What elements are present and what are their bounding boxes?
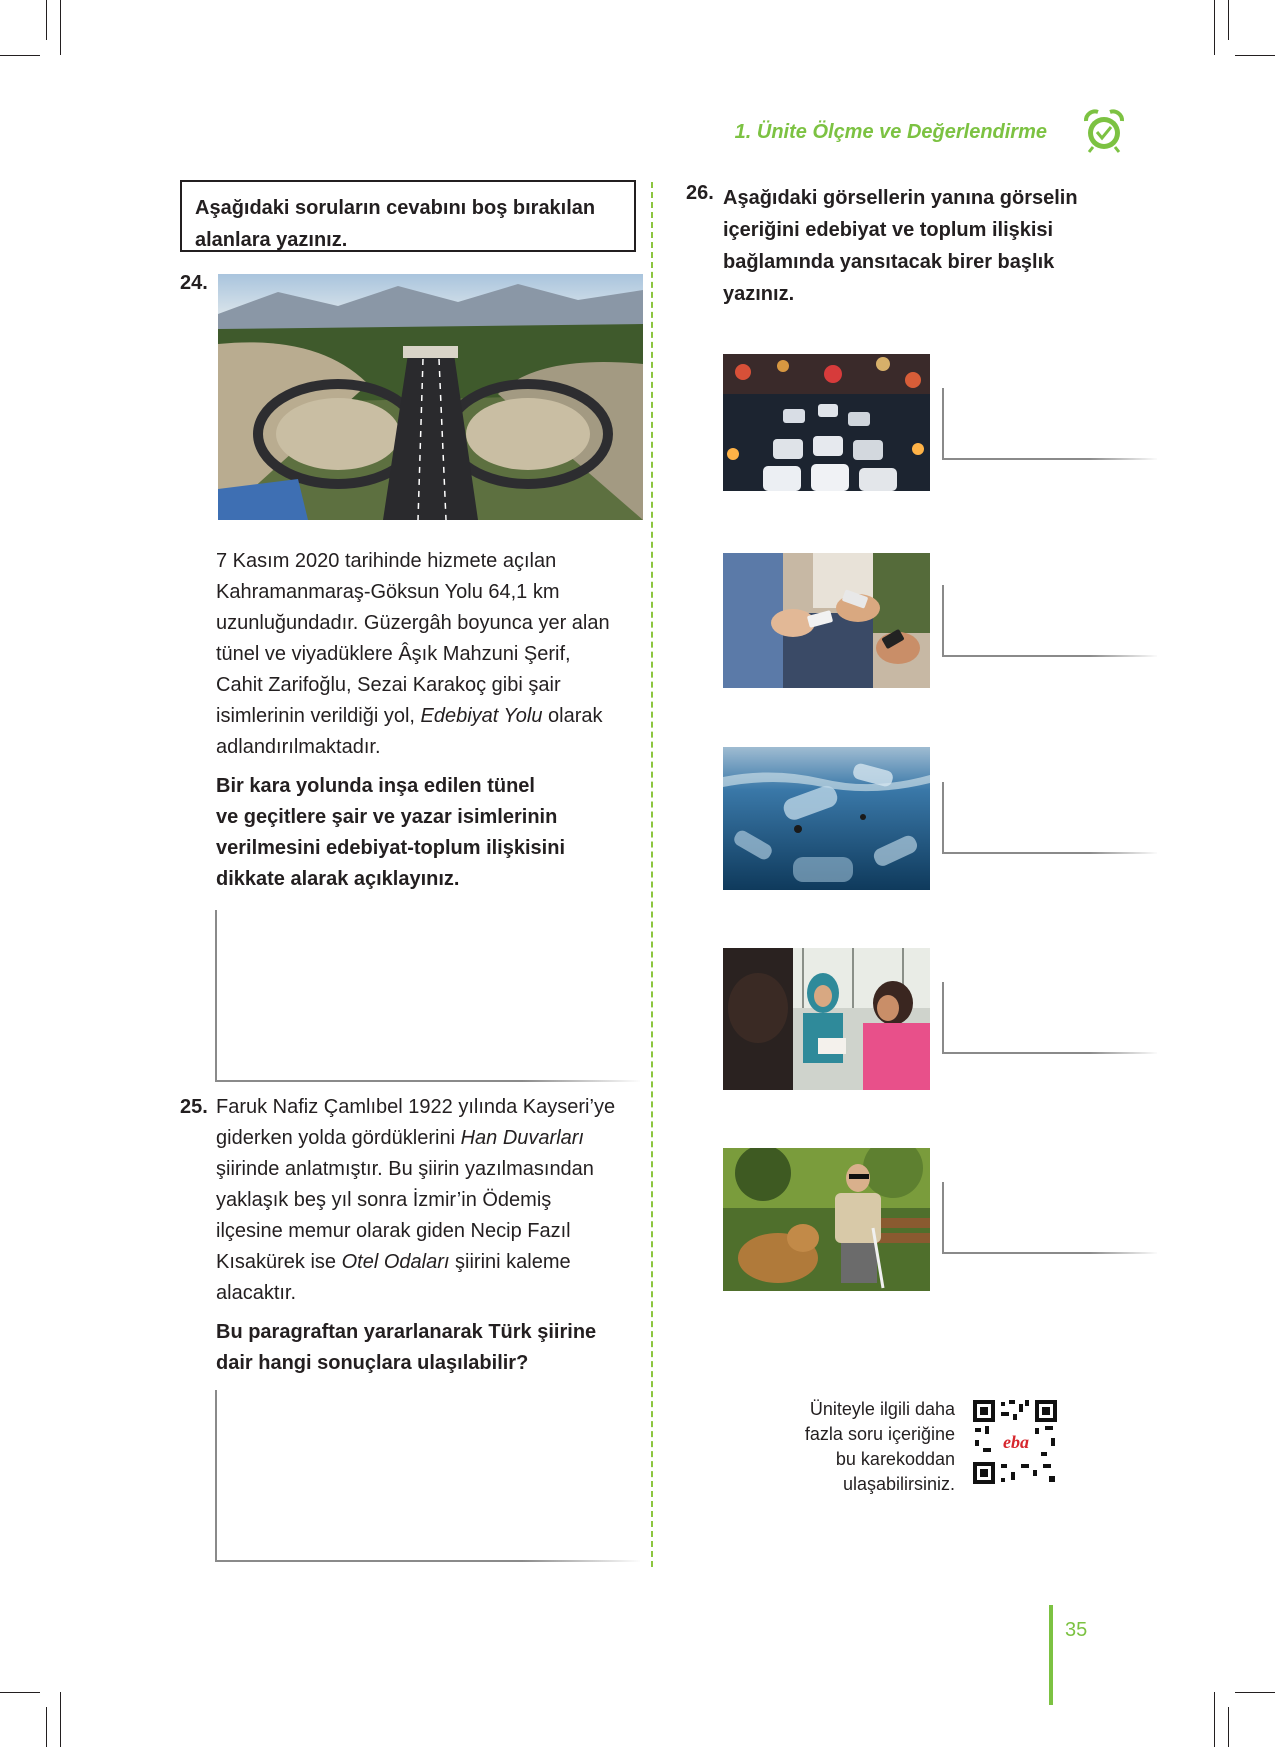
phones-in-hands-photo xyxy=(723,553,930,688)
q25-line xyxy=(216,1123,584,1154)
qr-caption-line: Üniteyle ilgili daha xyxy=(809,1399,955,1419)
alarm-clock-icon xyxy=(1080,107,1128,155)
q24-question-line: ve geçitlere şair ve yazar isimlerinin xyxy=(216,806,558,828)
q26-instruction xyxy=(723,182,1118,310)
q25-italic-title: Otel Odaları xyxy=(341,1251,450,1273)
q25-line: şiirinde anlatmıştır. Bu şiirin yazılmasından xyxy=(216,1158,594,1180)
q25-line: yaklaşık beş yıl sonra İzmir’in Ödemiş xyxy=(216,1189,552,1211)
q26-line: içeriğini edebiyat ve toplum ilişkisi xyxy=(723,219,1054,241)
q24-line: Cahit Zarifoğlu, Sezai Karakoç gibi şair xyxy=(216,674,561,696)
q25-question-line: Bu paragraftan yararlanarak Türk şiirine xyxy=(216,1321,597,1343)
q25-italic-title: Han Duvarları xyxy=(460,1127,584,1149)
q24-line xyxy=(216,701,603,732)
q26-answer-area-5[interactable] xyxy=(942,1182,1157,1254)
qr-code[interactable] xyxy=(971,1398,1059,1486)
q26-answer-area-1[interactable] xyxy=(942,388,1157,460)
q26-line: yazınız. xyxy=(723,283,795,305)
q25-line: Faruk Nafiz Çamlıbel 1922 yılında Kayseri’ye xyxy=(216,1096,616,1118)
q25-line: ilçesine memur olarak giden Necip Fazıl xyxy=(216,1220,571,1242)
q24-text: olarak xyxy=(548,705,603,727)
page-number-bar xyxy=(1049,1605,1053,1705)
q24-answer-area[interactable] xyxy=(215,910,640,1082)
question-number-24: 24. xyxy=(180,272,208,294)
q26-line: Aşağıdaki görsellerin yanına görselin xyxy=(723,187,1078,209)
eba-logo-text: eba xyxy=(1003,1432,1029,1452)
q25-question-line: dair hangi sonuçlara ulaşılabilir? xyxy=(216,1352,529,1374)
q25-line xyxy=(216,1247,571,1278)
question-number-25: 25. xyxy=(180,1096,208,1118)
instruction-box: Aşağıdaki soruların cevabını boş bırakılan alanlara yazınız. xyxy=(180,180,636,252)
q24-line: uzunluğundadır. Güzergâh boyunca yer alan xyxy=(216,612,610,634)
highway-tunnel-photo xyxy=(218,274,643,520)
q24-line: Kahramanmaraş-Göksun Yolu 64,1 km xyxy=(216,581,560,603)
q24-italic-title: Edebiyat Yolu xyxy=(420,705,543,727)
q24-question-line: dikkate alarak açıklayınız. xyxy=(216,868,460,890)
column-divider xyxy=(651,182,653,1567)
traffic-jam-photo xyxy=(723,354,930,491)
q25-text: şiirini kaleme xyxy=(455,1251,571,1273)
question-number-26: 26. xyxy=(686,182,714,204)
q24-question-line: Bir kara yolunda inşa edilen tünel xyxy=(216,775,535,797)
q26-line: bağlamında yansıtacak birer başlık xyxy=(723,251,1055,273)
q24-line: tünel ve viyadüklere Âşık Mahzuni Şerif, xyxy=(216,643,571,665)
unit-title: 1. Ünite Ölçme ve Değerlendirme xyxy=(734,121,1047,143)
q24-line: adlandırılmaktadır. xyxy=(216,736,381,758)
q25-text: giderken yolda gördüklerini xyxy=(216,1127,456,1149)
q26-answer-area-2[interactable] xyxy=(942,585,1157,657)
q25-text: Kısakürek ise xyxy=(216,1251,337,1273)
qr-caption-line: fazla soru içeriğine xyxy=(804,1424,955,1444)
women-chatting-photo xyxy=(723,948,930,1090)
q24-text: isimlerinin verildiği yol, xyxy=(216,705,415,727)
page-number: 35 xyxy=(1065,1619,1088,1641)
q24-question-line: verilmesini edebiyat-toplum ilişkisini xyxy=(216,837,565,859)
q25-line: alacaktır. xyxy=(216,1282,297,1304)
qr-caption-line: ulaşabilirsiniz. xyxy=(842,1474,955,1494)
plastic-bottles-ocean-photo xyxy=(723,747,930,890)
q26-answer-area-4[interactable] xyxy=(942,982,1157,1054)
qr-caption-line: bu karekoddan xyxy=(835,1449,955,1469)
qr-caption xyxy=(770,1397,955,1497)
blind-man-guide-dog-photo xyxy=(723,1148,930,1291)
q26-answer-area-3[interactable] xyxy=(942,782,1157,854)
q25-answer-area[interactable] xyxy=(215,1390,640,1562)
q24-line: 7 Kasım 2020 tarihinde hizmete açılan xyxy=(216,550,557,572)
